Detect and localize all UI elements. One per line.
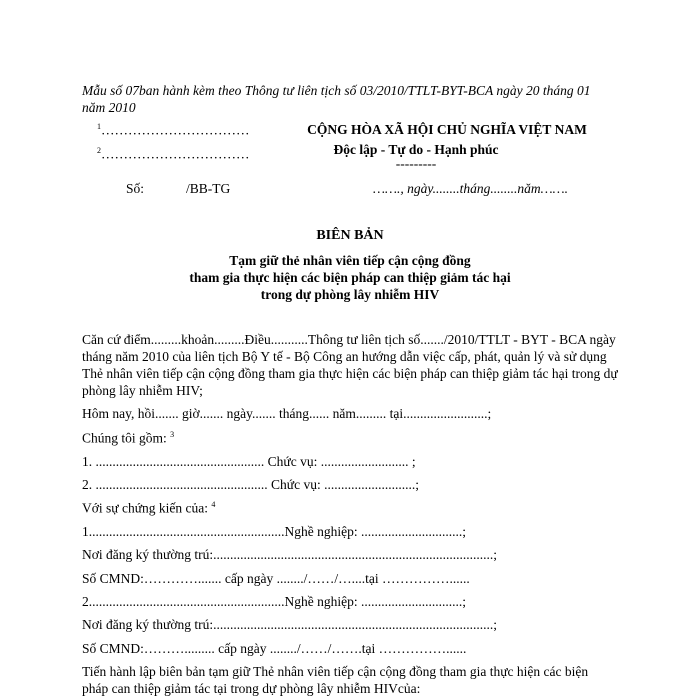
witness-2-line: 2..........................................................Nghề nghiệp: ..............................;: [82, 594, 466, 609]
form-reference-line1: Mẫu số 07ban hành kèm theo Thông tư liên tịch số 03/2010/TTLT-BYT-BCA ngày 20 tháng 01: [82, 83, 591, 98]
footnote-marker-2: 2: [97, 146, 101, 155]
place-date-line: ……., ngày........tháng........năm…….: [373, 181, 569, 196]
witness-heading: Với sự chứng kiến của: $^4$: [82, 500, 216, 516]
footnote-marker-3: 3: [170, 430, 175, 439]
witness-2-residence: Nơi đăng ký thường trú:...................................................................................;: [82, 617, 497, 632]
document-number-suffix: /BB-TG: [186, 181, 231, 196]
participants-heading: Chúng tôi gồm: $^3$: [82, 430, 175, 446]
footnote-marker-1: 1: [97, 122, 101, 131]
witness-1-id: Số CMND:…………....... cấp ngày ......../……/…....tại ……………......: [82, 571, 470, 586]
proceedings-line1: Tiến hành lập biên bản tạm giữ Thẻ nhân viên tiếp cận cộng đồng tham gia thực hiện các biện: [82, 664, 589, 679]
national-motto: Độc lập - Tự do - Hạnh phúc: [333, 142, 499, 157]
legal-basis-line4: phòng lây nhiễm HIV;: [82, 383, 203, 398]
legal-basis-line1: Căn cứ điểm.........khoản.........Điều...........Thông tư liên tịch số......./2010/TTLT - BYT - BCA ngày: [82, 332, 616, 347]
form-reference-line2: năm 2010: [82, 100, 136, 115]
participant-2-line: 2. ................................................... Chức vụ: ...........................;: [82, 477, 419, 492]
country-name: CỘNG HÒA XÃ HỘI CHỦ NGHĨA VIỆT NAM: [307, 122, 587, 137]
witness-2-id: Số CMND:………......... cấp ngày ......../……/…….tại ……………......: [82, 641, 467, 656]
motto-rule: ---------: [395, 156, 437, 171]
legal-basis-line3: Thẻ nhân viên tiếp cận cộng đồng tham gia thực hiện các biện pháp can thiệp giảm tác hại trong dự: [82, 366, 618, 381]
legal-basis-line2: tháng năm 2010 của liên tịch Bộ Y tế - Bộ Công an hướng dẫn việc cấp, phát, quản lý và sử dụng: [82, 349, 607, 364]
subtitle-line1: Tạm giữ thẻ nhân viên tiếp cận cộng đồng: [229, 253, 471, 268]
participant-1-line: 1. .................................................. Chức vụ: .......................... ;: [82, 454, 416, 469]
footnote-marker-4: 4: [211, 500, 216, 509]
witness-1-residence: Nơi đăng ký thường trú:...................................................................................;: [82, 547, 497, 562]
subtitle-line2: tham gia thực hiện các biện pháp can thiệp giảm tác hại: [189, 270, 511, 285]
document-title: BIÊN BẢN: [316, 228, 384, 243]
org-name-line2: $^2$……………………………: [97, 146, 250, 162]
form-reference-note-cont: [82, 100, 136, 116]
document-number-label: Số:: [126, 181, 145, 196]
form-reference-note: [82, 83, 590, 99]
proceedings-line2: pháp can thiệp giảm tác tại trong dự phòng lây nhiễm HIVcủa:: [82, 681, 421, 696]
subtitle-line3: trong dự phòng lây nhiễm HIV: [260, 287, 440, 302]
org-name-line1: $^1$……………………………: [97, 122, 250, 138]
witness-1-line: 1..........................................................Nghề nghiệp: ..............................;: [82, 524, 466, 539]
date-place-line: Hôm nay, hồi....... giờ....... ngày....... tháng...... năm......... tại.........................;: [82, 406, 492, 421]
